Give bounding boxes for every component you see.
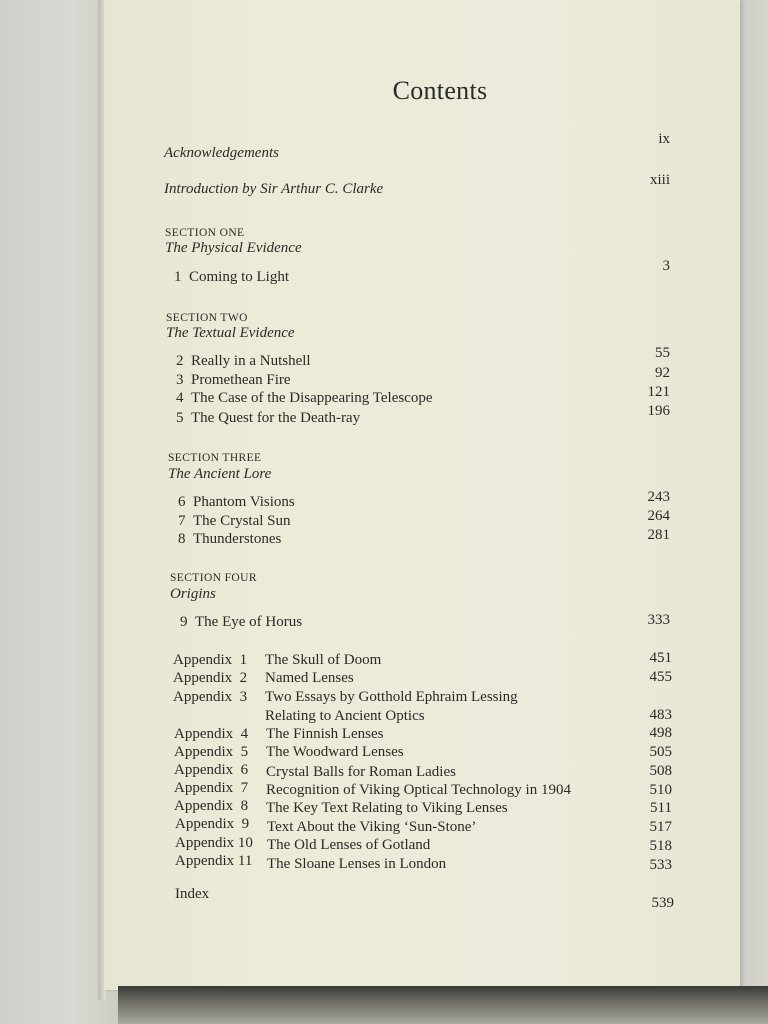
chapter-title: Promethean Fire xyxy=(191,372,291,388)
chapter-number: 2 xyxy=(176,353,184,369)
section-heading: SECTION FOUR xyxy=(170,572,257,584)
page-number: 451 xyxy=(649,650,672,666)
page-number: 510 xyxy=(649,782,672,798)
appendix-title-continued: Relating to Ancient Optics xyxy=(265,708,425,724)
appendix-title: Recognition of Viking Optical Technology in 1904 xyxy=(266,782,571,798)
chapter-title: The Eye of Horus xyxy=(195,614,303,630)
page-number: ix xyxy=(658,131,670,147)
toc-acknowledgements: Acknowledgements xyxy=(164,145,279,161)
chapter-number: 6 xyxy=(178,494,186,510)
page-number: xiii xyxy=(649,172,670,188)
chapter-title: The Crystal Sun xyxy=(193,513,291,529)
chapter-title: The Case of the Disappearing Telescope xyxy=(191,390,433,406)
page-number: 517 xyxy=(649,819,672,835)
toc-introduction: Introduction by Sir Arthur C. Clarke xyxy=(164,181,384,197)
chapter-number: 7 xyxy=(178,513,186,529)
section-heading: SECTION TWO xyxy=(166,312,248,324)
page-number: 533 xyxy=(649,857,672,873)
appendix-title: Text About the Viking ‘Sun-Stone’ xyxy=(267,819,477,835)
section-heading: SECTION ONE xyxy=(165,227,245,239)
page-number: 243 xyxy=(647,489,670,505)
appendix-title: Named Lenses xyxy=(265,670,354,686)
page-title: Contents xyxy=(392,76,488,105)
page-number: 55 xyxy=(655,345,670,361)
section-subtitle: The Physical Evidence xyxy=(165,240,302,256)
page-number: 455 xyxy=(649,669,672,685)
appendix-title: The Key Text Relating to Viking Lenses xyxy=(266,800,508,816)
appendix-label: Appendix 7 xyxy=(174,780,249,796)
page-number: 3 xyxy=(662,258,670,274)
page-number: 196 xyxy=(647,403,670,419)
page-number: 539 xyxy=(651,895,674,911)
appendix-title: Two Essays by Gotthold Ephraim Lessing xyxy=(265,689,518,705)
section-subtitle: Origins xyxy=(170,586,216,602)
page-number: 281 xyxy=(647,527,670,543)
page-number: 518 xyxy=(649,838,672,854)
chapter-number: 3 xyxy=(176,372,184,388)
appendix-title: The Sloane Lenses in London xyxy=(267,856,447,872)
appendix-label: Appendix 9 xyxy=(175,816,250,832)
appendix-title: The Skull of Doom xyxy=(265,652,382,668)
chapter-number: 1 xyxy=(174,269,182,285)
appendix-label: Appendix 5 xyxy=(174,744,249,760)
page-number: 511 xyxy=(650,800,672,816)
appendix-label: Appendix 4 xyxy=(174,726,249,742)
chapter-number: 9 xyxy=(180,614,188,630)
page-number: 505 xyxy=(649,744,672,760)
section-heading: SECTION THREE xyxy=(168,452,262,464)
appendix-title: Crystal Balls for Roman Ladies xyxy=(266,764,456,780)
chapter-number: 4 xyxy=(176,390,184,406)
page-number: 92 xyxy=(655,365,670,381)
section-subtitle: The Textual Evidence xyxy=(166,325,295,341)
page-shadow xyxy=(118,986,768,1024)
chapter-title: Phantom Visions xyxy=(193,494,295,510)
chapter-title: Really in a Nutshell xyxy=(191,353,311,369)
appendix-label: Appendix 6 xyxy=(174,762,249,778)
appendix-label: Appendix 10 xyxy=(175,835,253,851)
chapter-number: 8 xyxy=(178,531,186,547)
appendix-label: Appendix 2 xyxy=(173,670,248,686)
page-number: 508 xyxy=(649,763,672,779)
section-subtitle: The Ancient Lore xyxy=(168,466,272,482)
appendix-title: The Old Lenses of Gotland xyxy=(267,837,431,853)
book-page xyxy=(104,0,740,990)
appendix-label: Appendix 11 xyxy=(175,853,253,869)
appendix-label: Appendix 8 xyxy=(174,798,249,814)
page-number: 498 xyxy=(649,725,672,741)
appendix-label: Appendix 1 xyxy=(173,652,248,668)
chapter-title: Coming to Light xyxy=(189,269,290,285)
appendix-title: The Finnish Lenses xyxy=(266,726,384,742)
appendix-title: The Woodward Lenses xyxy=(266,744,404,760)
page-number: 121 xyxy=(647,384,670,400)
chapter-number: 5 xyxy=(176,410,184,426)
appendix-label: Appendix 3 xyxy=(173,689,248,705)
page-number: 333 xyxy=(647,612,670,628)
chapter-title: The Quest for the Death-ray xyxy=(191,410,361,426)
page-number: 483 xyxy=(649,707,672,723)
page-number: 264 xyxy=(647,508,670,524)
toc-index: Index xyxy=(175,886,210,902)
chapter-title: Thunderstones xyxy=(193,531,282,547)
